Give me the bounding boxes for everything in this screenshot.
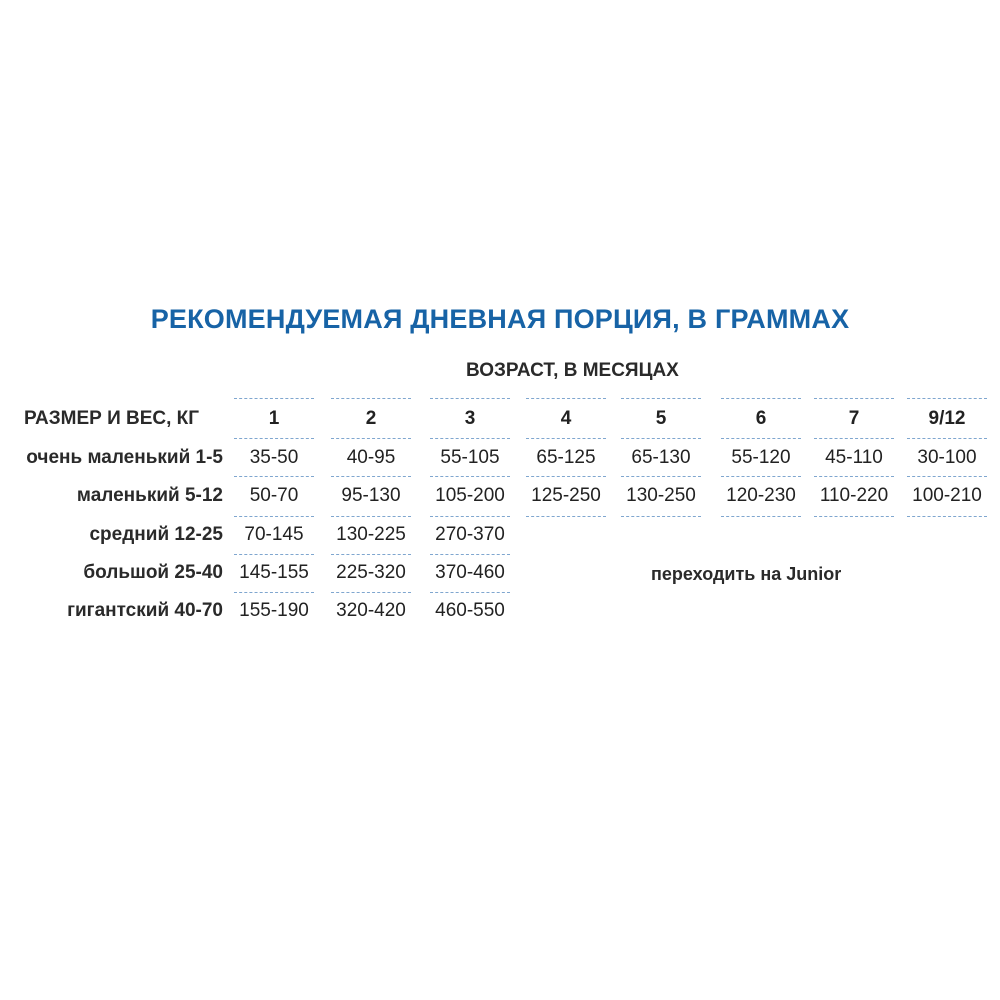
dashed-rule bbox=[331, 516, 411, 517]
dashed-rule bbox=[234, 516, 314, 517]
dashed-rule bbox=[526, 516, 606, 517]
dashed-rule bbox=[430, 554, 510, 555]
table-cell: 110-220 bbox=[819, 485, 889, 506]
row-label: очень маленький 1-5 bbox=[26, 447, 223, 468]
table-cell: 145-155 bbox=[239, 562, 309, 583]
dashed-rule bbox=[907, 438, 987, 439]
table-cell: 130-225 bbox=[336, 524, 406, 545]
dashed-rule bbox=[907, 516, 987, 517]
dashed-rule bbox=[234, 592, 314, 593]
column-header: 3 bbox=[464, 408, 476, 429]
dashed-rule bbox=[814, 476, 894, 477]
row-label: большой 25-40 bbox=[83, 562, 223, 583]
table-cell: 130-250 bbox=[626, 485, 696, 506]
table-cell: 105-200 bbox=[435, 485, 505, 506]
table-cell: 155-190 bbox=[239, 600, 309, 621]
table-cell: 35-50 bbox=[249, 447, 299, 468]
dashed-rule bbox=[907, 398, 987, 399]
column-header: 7 bbox=[848, 408, 860, 429]
table-cell: 320-420 bbox=[336, 600, 406, 621]
table-cell: 45-110 bbox=[825, 447, 883, 468]
age-subtitle: ВОЗРАСТ, В МЕСЯЦАХ bbox=[466, 360, 679, 381]
row-label: маленький 5-12 bbox=[76, 485, 223, 506]
dashed-rule bbox=[721, 476, 801, 477]
dashed-rule bbox=[621, 476, 701, 477]
column-header: 4 bbox=[560, 408, 572, 429]
junior-note: переходить на Junior bbox=[651, 564, 842, 584]
table-cell: 55-120 bbox=[731, 447, 791, 468]
table-cell: 225-320 bbox=[336, 562, 406, 583]
dashed-rule bbox=[430, 516, 510, 517]
title: РЕКОМЕНДУЕМАЯ ДНЕВНАЯ ПОРЦИЯ, В ГРАММАХ bbox=[150, 304, 850, 334]
column-header: 9/12 bbox=[928, 408, 966, 429]
dashed-rule bbox=[814, 516, 894, 517]
size-weight-header: РАЗМЕР И ВЕС, КГ bbox=[24, 408, 200, 429]
dashed-rule bbox=[721, 438, 801, 439]
table-cell: 50-70 bbox=[249, 485, 299, 506]
table-cell: 370-460 bbox=[435, 562, 505, 583]
dashed-rule bbox=[526, 398, 606, 399]
dashed-rule bbox=[234, 398, 314, 399]
table-cell: 125-250 bbox=[531, 485, 601, 506]
table-cell: 100-210 bbox=[912, 485, 982, 506]
column-header: 2 bbox=[365, 408, 377, 429]
table-cell: 65-125 bbox=[536, 447, 596, 468]
row-label: средний 12-25 bbox=[89, 524, 223, 545]
dashed-rule bbox=[234, 438, 314, 439]
dashed-rule bbox=[621, 398, 701, 399]
table-cell: 65-130 bbox=[631, 447, 691, 468]
dashed-rule bbox=[526, 476, 606, 477]
dashed-rule bbox=[331, 438, 411, 439]
table-cell: 30-100 bbox=[917, 447, 977, 468]
dashed-rule bbox=[331, 554, 411, 555]
table-cell: 270-370 bbox=[435, 524, 505, 545]
dashed-rule bbox=[907, 476, 987, 477]
dashed-rule bbox=[331, 592, 411, 593]
column-header: 1 bbox=[268, 408, 280, 429]
dashed-rule bbox=[331, 476, 411, 477]
dashed-rule bbox=[430, 398, 510, 399]
column-header: 6 bbox=[755, 408, 767, 429]
dashed-rule bbox=[234, 554, 314, 555]
table-cell: 120-230 bbox=[726, 485, 796, 506]
dashed-rule bbox=[526, 438, 606, 439]
table-cell: 40-95 bbox=[346, 447, 396, 468]
dashed-rule bbox=[430, 438, 510, 439]
dashed-rule bbox=[814, 398, 894, 399]
dashed-rule bbox=[430, 592, 510, 593]
dashed-rule bbox=[234, 476, 314, 477]
table-cell: 95-130 bbox=[341, 485, 401, 506]
table-cell: 460-550 bbox=[435, 600, 505, 621]
dashed-rule bbox=[814, 438, 894, 439]
dashed-rule bbox=[331, 398, 411, 399]
dashed-rule bbox=[430, 476, 510, 477]
table-cell: 70-145 bbox=[244, 524, 304, 545]
dashed-rule bbox=[621, 516, 701, 517]
column-header: 5 bbox=[655, 408, 667, 429]
dashed-rule bbox=[621, 438, 701, 439]
dashed-rule bbox=[721, 516, 801, 517]
row-label: гигантский 40-70 bbox=[67, 600, 223, 621]
table-cell: 55-105 bbox=[440, 447, 500, 468]
dashed-rule bbox=[721, 398, 801, 399]
